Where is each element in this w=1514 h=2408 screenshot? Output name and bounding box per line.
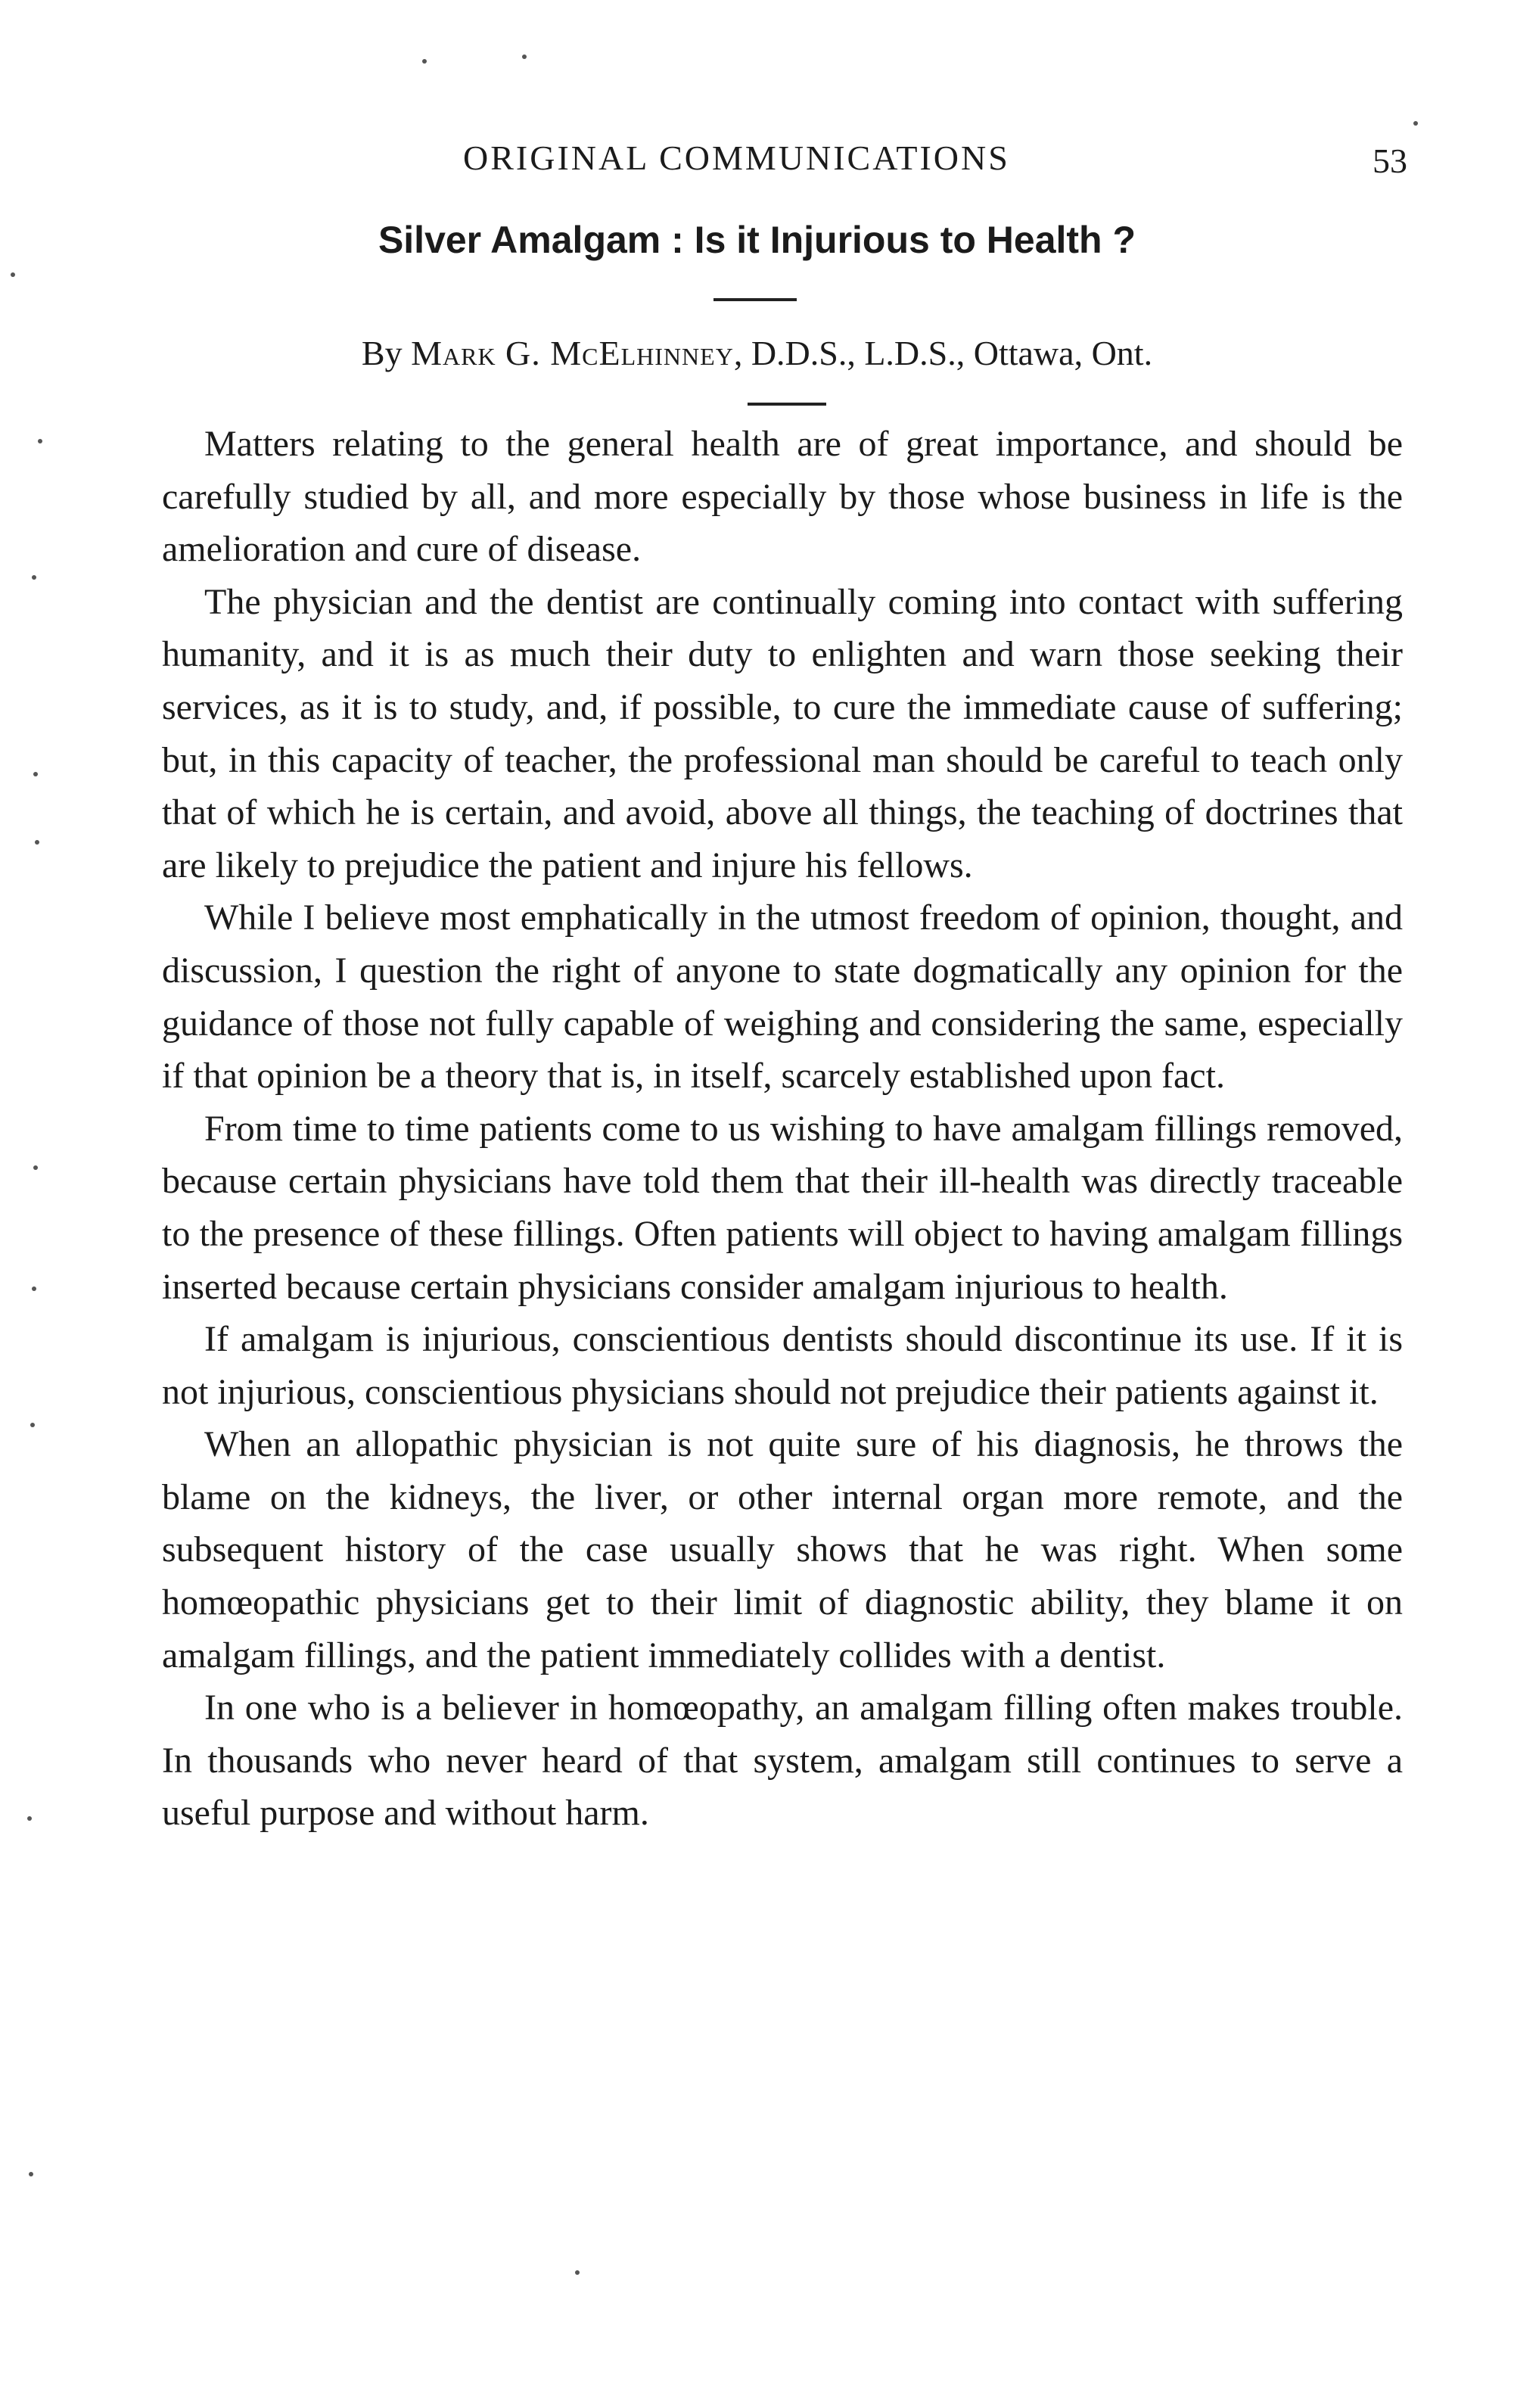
article-title: Silver Amalgam : Is it Injurious to Health ? <box>378 219 1136 261</box>
scan-speck <box>575 2270 580 2275</box>
scan-speck <box>33 1165 38 1170</box>
running-head: ORIGINAL COMMUNICATIONS <box>463 138 1010 177</box>
paragraph: In one who is a believer in homœopathy, an amalgam filling often makes trouble. In thousands who never heard of that system, amalgam still continues to serve a useful purpose and without harm. <box>162 1688 1403 1834</box>
paragraph: From time to time patients come to us wishing to have amalgam fillings removed, because certain physicians have told them that their ill-health was directly traceable to the presence of these fillings. Often patients will object to having amalgam fillings inserted because certain physicians consider amalgam injurious to health. <box>162 1108 1403 1307</box>
scan-speck <box>29 2172 33 2176</box>
scan-speck <box>422 59 427 64</box>
paragraph: Matters relating to the general health are of great importance, and should be carefully studied by all, and more especially by those whose business in life is the amelioration and cure of disease. <box>162 424 1403 570</box>
author-name: Mark G. McElhinney <box>411 334 734 372</box>
article-body <box>162 418 1403 1840</box>
scan-speck <box>32 575 36 580</box>
title-rule <box>713 298 797 301</box>
byline <box>0 333 1514 373</box>
byline-rule <box>748 403 826 406</box>
scan-speck <box>522 54 527 59</box>
page-number: 53 <box>1373 142 1407 180</box>
scan-speck <box>35 840 39 845</box>
paragraph: The physician and the dentist are continually coming into contact with suffering humanity, and it is as much their duty to enlighten and warn those seeking their services, as it is to study, and, if possible, to cure the immediate cause of suffering; but, in this capacity of teacher, the professional man should be careful to teach only that of which he is certain, and avoid, above all things, the teaching of doctrines that are likely to prejudice the patient and injure his fellows. <box>162 581 1403 885</box>
scan-speck <box>33 772 38 776</box>
scan-speck <box>1413 121 1418 126</box>
author-credentials: , D.D.S., L.D.S., Ottawa, Ont. <box>733 334 1153 372</box>
scan-speck <box>27 1816 32 1821</box>
paragraph: When an allopathic physician is not quite sure of his diagnosis, he throws the blame on the kidneys, the liver, or other internal organ more remote, and the subsequent history of the case usually shows that he was right. When some homœopathic physicians get to their limit of diagnostic ability, they blame it on amalgam fillings, and the patient immediately collides with a dentist. <box>162 1424 1403 1675</box>
byline-prefix: By <box>361 334 412 372</box>
scan-speck <box>38 439 42 443</box>
paragraph: If amalgam is injurious, conscientious dentists should discontinue its use. If it is not injurious, conscientious physicians should not prejudice their patients against it. <box>162 1319 1403 1412</box>
scan-speck <box>11 272 15 277</box>
paragraph: While I believe most emphatically in the utmost freedom of opinion, thought, and discussion, I question the right of anyone to state dogmatically any opinion for the guidance of those not fully capable of weighing and considering the same, especially if that opinion be a theory that is, in itself, scarcely established upon fact. <box>162 898 1403 1097</box>
scan-speck <box>32 1286 36 1291</box>
scan-speck <box>30 1423 35 1427</box>
